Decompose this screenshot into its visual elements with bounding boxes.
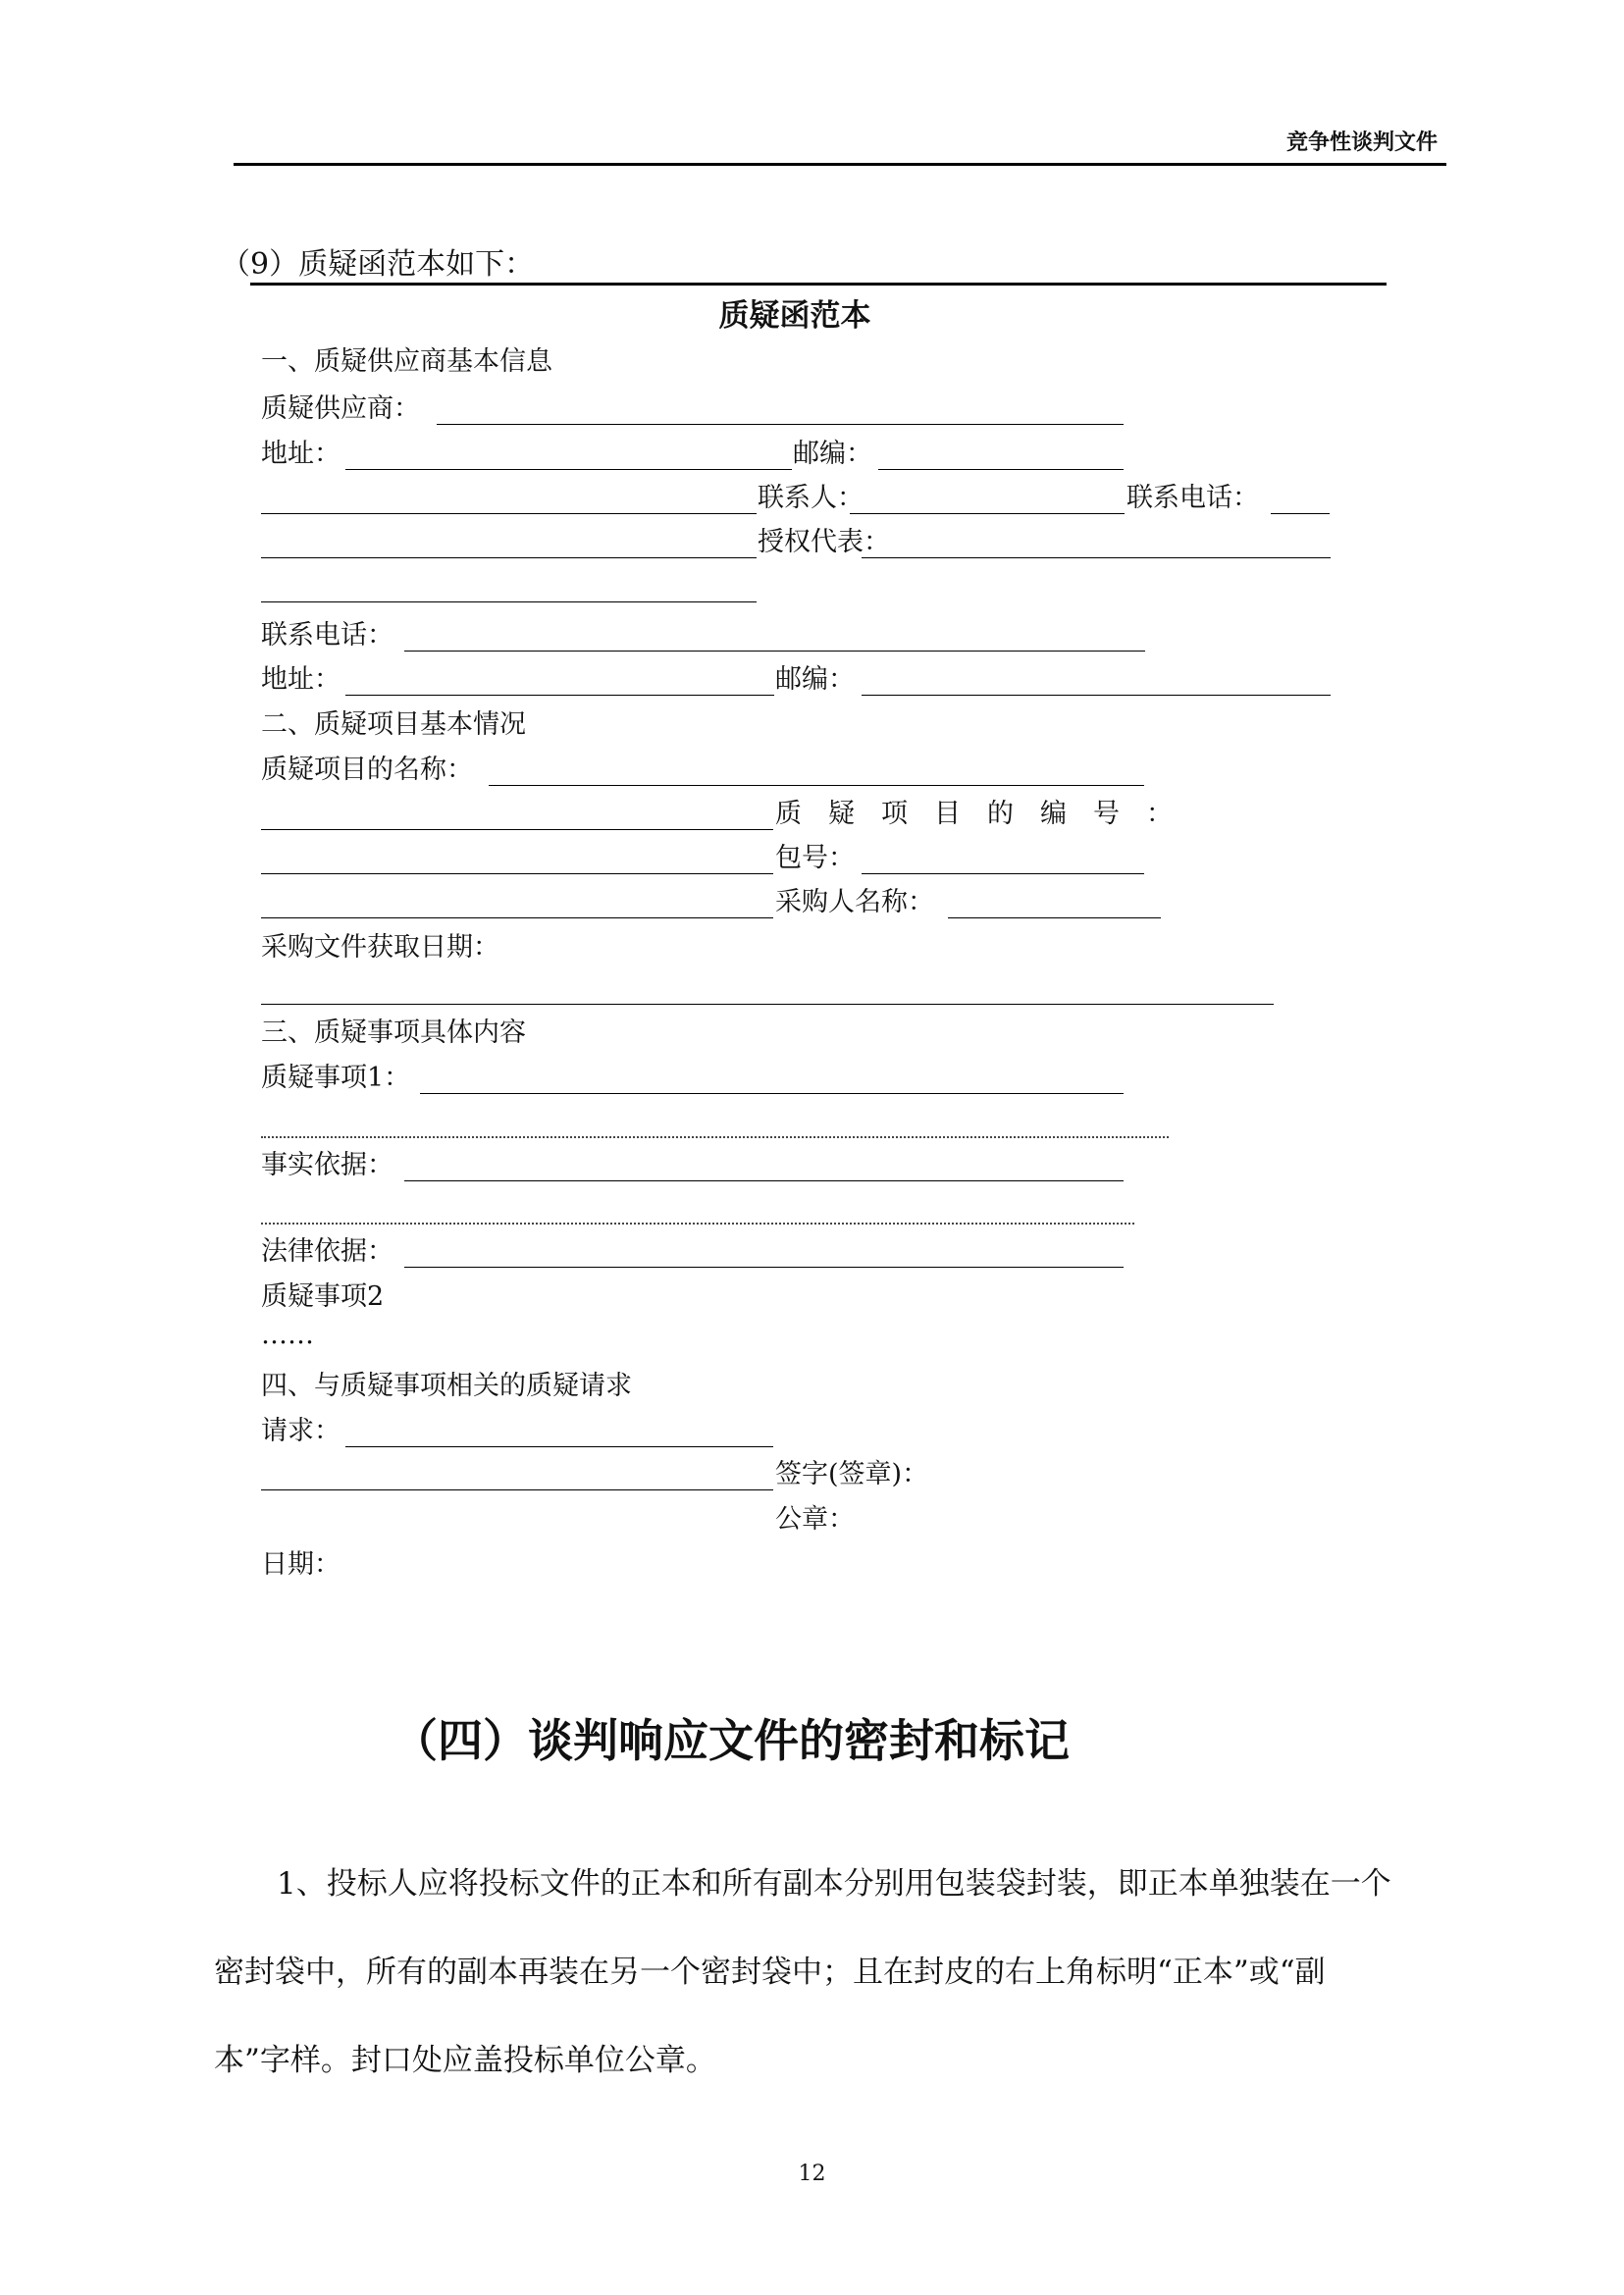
doc-date-blank[interactable] xyxy=(261,1004,1274,1005)
intro-text: （9）质疑函范本如下： xyxy=(221,247,535,282)
legal-label: 法律依据： xyxy=(261,1236,393,1267)
auth-rep-label: 授权代表： xyxy=(758,527,890,557)
address2-label: 地址： xyxy=(261,664,341,695)
package-no-continued-blank[interactable] xyxy=(261,917,773,918)
form-title: 质疑函范本 xyxy=(718,298,871,334)
contact-label: 联系人： xyxy=(758,483,864,513)
section-4-heading: 四、与质疑事项相关的质疑请求 xyxy=(261,1371,632,1401)
project-no-blank[interactable] xyxy=(261,873,773,874)
facts-blank[interactable] xyxy=(404,1180,1124,1181)
item1-continued-dotted-line[interactable] xyxy=(261,1136,1169,1138)
postcode-blank[interactable] xyxy=(878,469,1124,470)
facts-label: 事实依据： xyxy=(261,1150,393,1180)
item1-blank[interactable] xyxy=(420,1093,1124,1094)
date-label: 日期： xyxy=(261,1549,341,1580)
address-blank[interactable] xyxy=(345,469,792,470)
item1-label: 质疑事项1： xyxy=(261,1063,411,1093)
request-label: 请求： xyxy=(261,1416,341,1446)
facts-continued-dotted-line[interactable] xyxy=(261,1223,1134,1225)
project-name-continued-blank[interactable] xyxy=(261,829,773,830)
project-name-label: 质疑项目的名称： xyxy=(261,755,473,785)
page-number: 12 xyxy=(798,2162,826,2186)
phone2-label: 联系电话： xyxy=(261,620,393,651)
section-3-heading: 三、质疑事项具体内容 xyxy=(261,1017,526,1048)
project-name-blank[interactable] xyxy=(489,785,1144,786)
auth-rep-blank[interactable] xyxy=(862,557,1331,558)
request-continued-blank[interactable] xyxy=(261,1489,773,1490)
postcode2-label: 邮编： xyxy=(775,664,855,695)
paragraph-line-1: 1、投标人应将投标文件的正本和所有副本分别用包装袋封装，即正本单独装在一个 xyxy=(277,1866,1391,1902)
supplier-label: 质疑供应商： xyxy=(261,393,420,424)
package-no-label: 包号： xyxy=(775,843,855,873)
header-rule xyxy=(234,163,1446,166)
section-2-heading: 二、质疑项目基本情况 xyxy=(261,709,526,740)
item2-label: 质疑事项2 xyxy=(261,1281,385,1312)
phone-blank[interactable] xyxy=(1271,513,1330,514)
paragraph-line-3: 本”字样。封口处应盖投标单位公章。 xyxy=(214,2043,716,2078)
contact-blank[interactable] xyxy=(850,513,1125,514)
section-heading: （四）谈判响应文件的密封和标记 xyxy=(393,1714,1070,1767)
package-no-blank[interactable] xyxy=(862,873,1144,874)
postcode-label: 邮编： xyxy=(793,439,872,469)
auth-rep-continued-blank[interactable] xyxy=(261,601,757,602)
purchaser-blank[interactable] xyxy=(948,917,1161,918)
request-blank[interactable] xyxy=(345,1446,773,1447)
phone-label: 联系电话： xyxy=(1126,483,1259,513)
phone-continued-blank[interactable] xyxy=(261,557,757,558)
purchaser-label: 采购人名称： xyxy=(775,887,934,917)
doc-date-label: 采购文件获取日期： xyxy=(261,932,499,963)
supplier-blank[interactable] xyxy=(437,424,1124,425)
postcode2-blank[interactable] xyxy=(862,695,1331,696)
ellipsis: …… xyxy=(261,1320,314,1350)
intro-rule xyxy=(250,283,1387,286)
paragraph-line-2: 密封袋中，所有的副本再装在另一个密封袋中；且在封皮的右上角标明“正本”或“副 xyxy=(214,1955,1326,1990)
project-no-label: 质疑项目的编号： xyxy=(775,799,1199,829)
address-continued-blank[interactable] xyxy=(261,513,757,514)
section-1-heading: 一、质疑供应商基本信息 xyxy=(261,346,552,377)
signature-label: 签字(签章)： xyxy=(775,1459,929,1489)
document-header-title: 竞争性谈判文件 xyxy=(1285,130,1438,155)
address-label: 地址： xyxy=(261,439,341,469)
address2-blank[interactable] xyxy=(345,695,774,696)
seal-label: 公章： xyxy=(775,1504,855,1535)
legal-blank[interactable] xyxy=(404,1267,1124,1268)
phone2-blank[interactable] xyxy=(404,651,1145,652)
